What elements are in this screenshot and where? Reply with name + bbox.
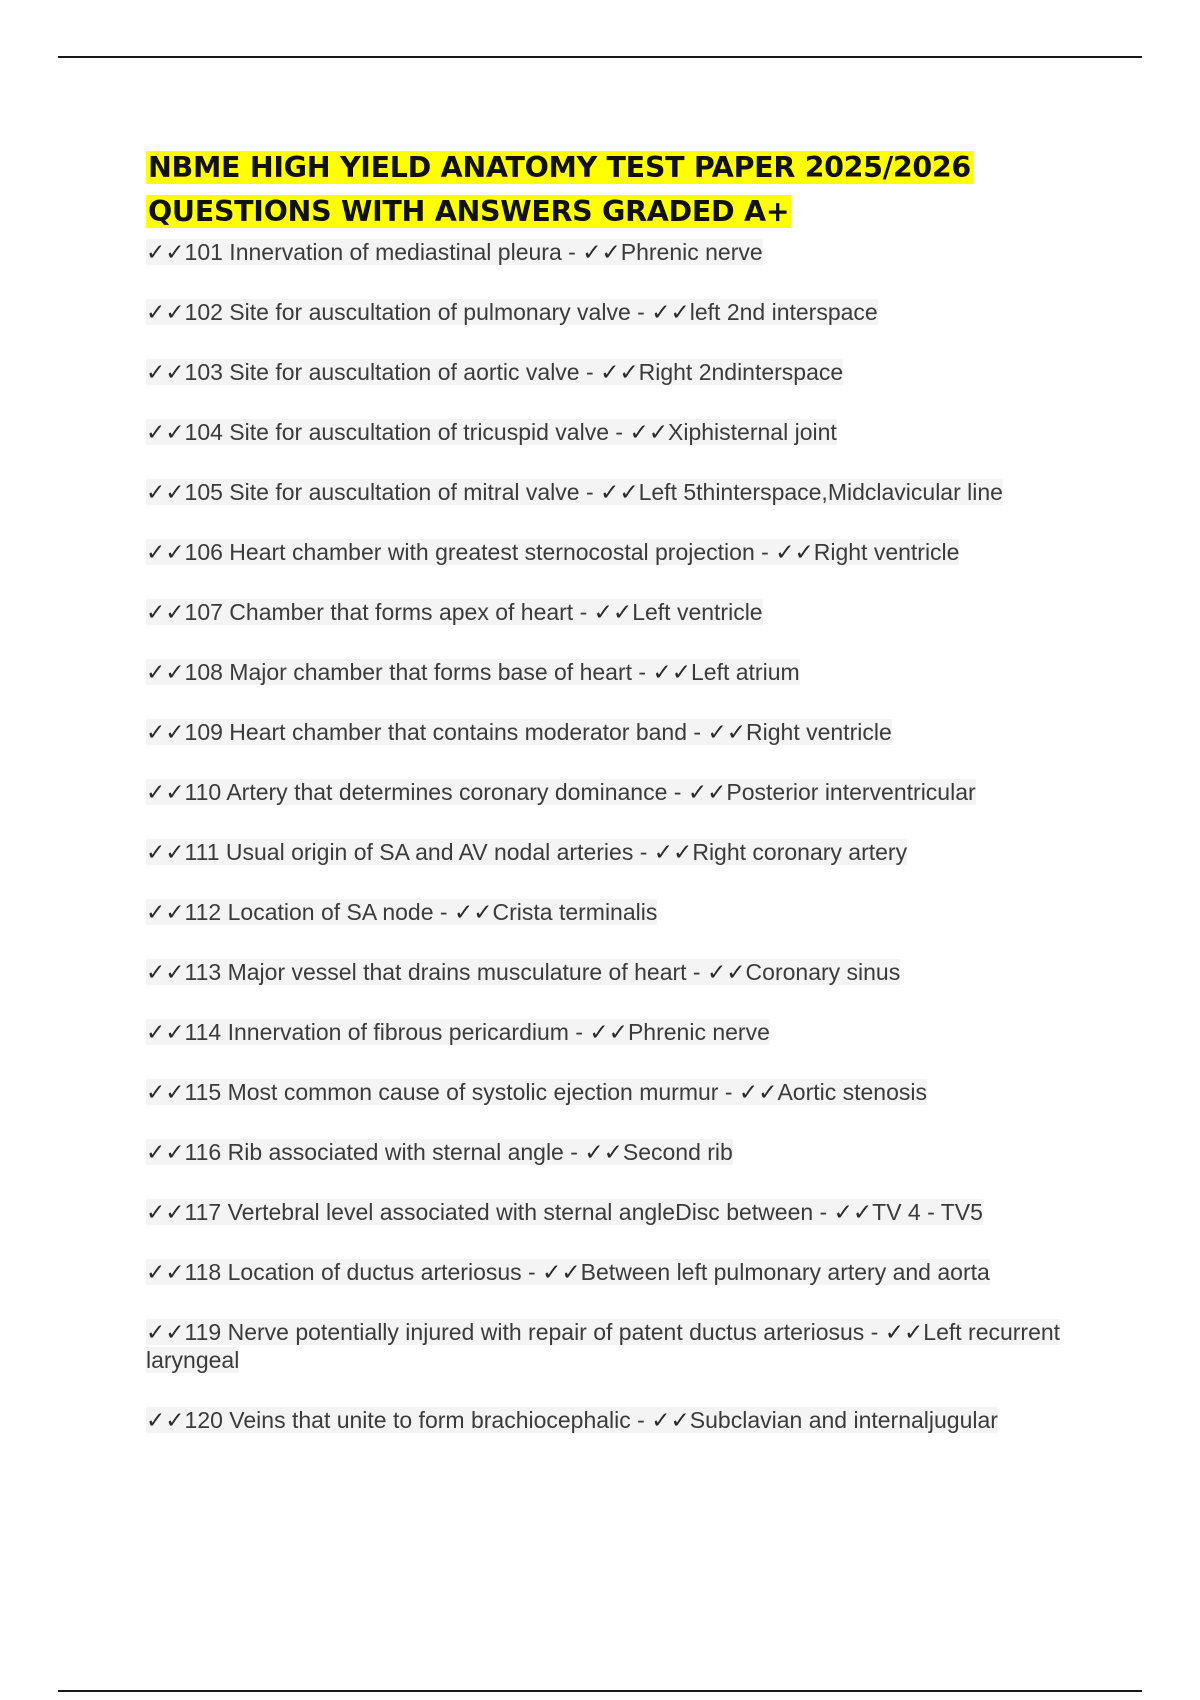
qa-item-text	[146, 1319, 1060, 1373]
question-text: 108 Major chamber that forms base of heart	[184, 659, 632, 685]
separator: -	[864, 1319, 885, 1345]
question-text: 103 Site for auscultation of aortic valve	[184, 359, 580, 385]
answer-text: Right 2ndinterspace	[638, 359, 844, 385]
answer-text: Xiphisternal joint	[668, 419, 837, 445]
check-mark-icon: ✓✓	[584, 1139, 623, 1165]
check-mark-icon: ✓✓	[542, 1259, 581, 1285]
qa-item-text	[146, 839, 907, 865]
check-mark-icon: ✓✓	[146, 479, 185, 505]
qa-item-text	[146, 239, 763, 265]
check-mark-icon: ✓✓	[146, 1079, 185, 1105]
answer-text: Second rib	[622, 1139, 733, 1165]
answer-text: Left ventricle	[632, 599, 763, 625]
qa-item	[146, 718, 1066, 746]
question-text: 110 Artery that determines coronary dominance	[184, 779, 668, 805]
answer-text: Left atrium	[691, 659, 800, 685]
qa-item	[146, 1406, 1066, 1434]
separator: -	[561, 239, 583, 265]
question-text: 116 Rib associated with sternal angle	[184, 1139, 564, 1165]
check-mark-icon: ✓✓	[146, 659, 185, 685]
question-text: 105 Site for auscultation of mitral valve	[184, 479, 580, 505]
check-mark-icon: ✓✓	[453, 899, 493, 925]
answer-text: Aortic stenosis	[777, 1079, 927, 1105]
check-mark-icon: ✓✓	[629, 419, 669, 445]
answer-text: Coronary sinus	[745, 959, 901, 985]
question-text: 115 Most common cause of systolic ejection murmur	[184, 1079, 719, 1105]
check-mark-icon: ✓✓	[589, 1019, 628, 1045]
qa-item	[146, 1318, 1066, 1374]
check-mark-icon: ✓✓	[146, 359, 185, 385]
qa-item-text	[146, 719, 892, 745]
answer-text: Phrenic nerve	[620, 239, 763, 265]
title-line-1: NBME HIGH YIELD ANATOMY TEST PAPER 2025/2026	[148, 151, 971, 184]
separator: -	[632, 659, 653, 685]
check-mark-icon: ✓✓	[593, 599, 633, 625]
title-highlight	[146, 151, 973, 228]
qa-item-text	[146, 599, 763, 625]
qa-item	[146, 958, 1066, 986]
check-mark-icon: ✓✓	[600, 479, 639, 505]
separator: -	[667, 779, 688, 805]
answer-text: Between left pulmonary artery and aorta	[580, 1259, 990, 1285]
question-text: 113 Major vessel that drains musculature of heart	[184, 959, 687, 985]
separator: -	[813, 1199, 834, 1225]
check-mark-icon: ✓✓	[651, 299, 690, 325]
check-mark-icon: ✓✓	[146, 1019, 185, 1045]
qa-item-text	[146, 299, 878, 325]
check-mark-icon: ✓✓	[687, 779, 727, 805]
qa-item	[146, 358, 1066, 386]
answer-text: Left recurrent laryngeal	[146, 1319, 1061, 1373]
separator: -	[521, 1259, 543, 1285]
answer-text: left 2nd interspace	[689, 299, 878, 325]
qa-item-text	[146, 1139, 733, 1165]
separator: -	[686, 959, 707, 985]
answer-text: Right coronary artery	[692, 839, 908, 865]
separator: -	[568, 1019, 590, 1045]
check-mark-icon: ✓✓	[707, 959, 746, 985]
check-mark-icon: ✓✓	[146, 839, 185, 865]
check-mark-icon: ✓✓	[146, 1259, 185, 1285]
qa-item-text	[146, 779, 976, 805]
top-rule	[58, 56, 1142, 58]
answer-text: Crista terminalis	[492, 899, 658, 925]
qa-item-text	[146, 1407, 998, 1433]
qa-item	[146, 538, 1066, 566]
check-mark-icon: ✓✓	[146, 1199, 185, 1225]
separator: -	[573, 599, 594, 625]
question-text: 106 Heart chamber with greatest sternocostal projection	[184, 539, 755, 565]
answer-text: Phrenic nerve	[627, 1019, 770, 1045]
qa-item	[146, 898, 1066, 926]
separator: -	[563, 1139, 585, 1165]
qa-item-text	[146, 1019, 770, 1045]
check-mark-icon: ✓✓	[884, 1319, 924, 1345]
check-mark-icon: ✓✓	[738, 1079, 778, 1105]
separator: -	[579, 479, 601, 505]
qa-item	[146, 1018, 1066, 1046]
question-text: 102 Site for auscultation of pulmonary valve	[184, 299, 631, 325]
check-mark-icon: ✓✓	[146, 1407, 185, 1433]
separator: -	[633, 839, 654, 865]
bottom-rule	[58, 1690, 1142, 1692]
check-mark-icon: ✓✓	[146, 899, 185, 925]
answer-text: Subclavian and internaljugular	[689, 1407, 998, 1433]
qa-item	[146, 838, 1066, 866]
separator: -	[630, 1407, 652, 1433]
separator: -	[718, 1079, 739, 1105]
question-text: 118 Location of ductus arteriosus	[184, 1259, 522, 1285]
question-text: 107 Chamber that forms apex of heart	[184, 599, 574, 625]
qa-item	[146, 598, 1066, 626]
title-line-2: QUESTIONS WITH ANSWERS GRADED A+	[148, 195, 790, 228]
qa-item-text	[146, 479, 1003, 505]
qa-item-text	[146, 1079, 927, 1105]
qa-item-text	[146, 1199, 983, 1225]
question-text: 101 Innervation of mediastinal pleura	[184, 239, 562, 265]
check-mark-icon: ✓✓	[146, 299, 185, 325]
check-mark-icon: ✓✓	[146, 239, 185, 265]
check-mark-icon: ✓✓	[600, 359, 639, 385]
document-body	[146, 146, 1066, 1466]
check-mark-icon: ✓✓	[146, 599, 185, 625]
answer-text: Right ventricle	[813, 539, 960, 565]
check-mark-icon: ✓✓	[146, 959, 185, 985]
qa-item-text	[146, 899, 657, 925]
qa-item-text	[146, 1259, 990, 1285]
check-mark-icon: ✓✓	[146, 779, 185, 805]
qa-item	[146, 1258, 1066, 1286]
answer-text: Right ventricle	[746, 719, 892, 745]
qa-item	[146, 298, 1066, 326]
check-mark-icon: ✓✓	[775, 539, 814, 565]
qa-item	[146, 1198, 1066, 1226]
check-mark-icon: ✓✓	[652, 659, 691, 685]
qa-item	[146, 478, 1066, 506]
answer-text: TV 4 - TV5	[872, 1199, 983, 1225]
separator: -	[754, 539, 776, 565]
check-mark-icon: ✓✓	[833, 1199, 873, 1225]
question-text: 117 Vertebral level associated with sternal angleDisc between	[184, 1199, 814, 1225]
separator: -	[433, 899, 454, 925]
question-text: 104 Site for auscultation of tricuspid valve	[184, 419, 610, 445]
separator: -	[630, 299, 652, 325]
answer-text: Left 5thinterspace,Midclavicular line	[638, 479, 1003, 505]
question-text: 112 Location of SA node	[184, 899, 434, 925]
qa-list	[146, 238, 1066, 1434]
question-text: 119 Nerve potentially injured with repair of patent ductus arteriosus	[184, 1319, 865, 1345]
qa-item	[146, 778, 1066, 806]
check-mark-icon: ✓✓	[707, 719, 747, 745]
qa-item-text	[146, 959, 900, 985]
question-text: 111 Usual origin of SA and AV nodal arteries	[184, 839, 634, 865]
check-mark-icon: ✓✓	[146, 1139, 185, 1165]
qa-item-text	[146, 419, 837, 445]
check-mark-icon: ✓✓	[582, 239, 621, 265]
check-mark-icon: ✓✓	[146, 1319, 185, 1345]
separator: -	[687, 719, 708, 745]
qa-item	[146, 658, 1066, 686]
qa-item-text	[146, 659, 800, 685]
question-text: 114 Innervation of fibrous pericardium	[184, 1019, 569, 1045]
answer-text: Posterior interventricular	[726, 779, 976, 805]
document-title	[146, 146, 1066, 234]
qa-item-text	[146, 359, 843, 385]
check-mark-icon: ✓✓	[146, 419, 185, 445]
check-mark-icon: ✓✓	[146, 539, 185, 565]
qa-item	[146, 238, 1066, 266]
question-text: 109 Heart chamber that contains moderator band	[184, 719, 688, 745]
qa-item	[146, 418, 1066, 446]
separator: -	[579, 359, 601, 385]
qa-item	[146, 1138, 1066, 1166]
separator: -	[609, 419, 630, 445]
check-mark-icon: ✓✓	[651, 1407, 690, 1433]
qa-item-text	[146, 539, 959, 565]
check-mark-icon: ✓✓	[146, 719, 185, 745]
question-text: 120 Veins that unite to form brachiocephalic	[184, 1407, 631, 1433]
check-mark-icon: ✓✓	[653, 839, 693, 865]
qa-item	[146, 1078, 1066, 1106]
